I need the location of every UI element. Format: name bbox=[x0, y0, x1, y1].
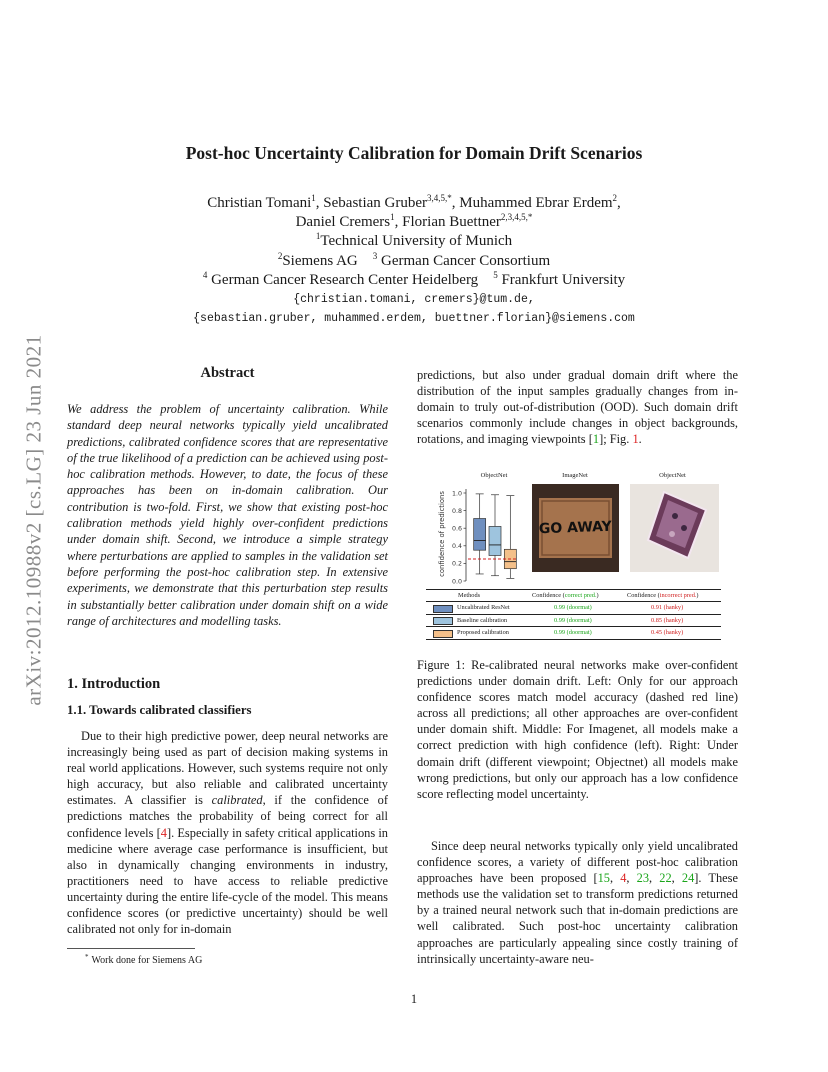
objectnet-hanky-image bbox=[630, 484, 719, 572]
intro-text: , if the confidence of predictions matches the probability of being correct for all confidence levels [ bbox=[67, 793, 388, 840]
intro-paragraph bbox=[67, 728, 388, 937]
table-header-row bbox=[426, 589, 721, 601]
arxiv-identifier-stamp bbox=[22, 285, 46, 755]
footnote bbox=[85, 953, 202, 966]
y-axis-label: confidence of predictions bbox=[438, 491, 446, 577]
author-name: , Florian Buettner bbox=[394, 214, 501, 231]
body-text: ]; Fig. bbox=[599, 432, 633, 447]
citation-link[interactable]: 23 bbox=[636, 871, 650, 886]
affiliation-sup: 4 bbox=[202, 269, 208, 280]
page-number: 1 bbox=[410, 992, 418, 1006]
email-line-1: {christian.tomani, cremers}@tum.de, bbox=[293, 293, 535, 307]
affiliation-name: German Cancer Research Center Heidelberg bbox=[207, 271, 479, 288]
footnote-mark: * bbox=[85, 953, 89, 961]
author-sup: 1 bbox=[311, 193, 316, 203]
y-tick-label: 0.8 bbox=[451, 507, 462, 515]
figure-confidence-table bbox=[426, 589, 721, 640]
y-tick-label: 0.4 bbox=[451, 543, 462, 551]
correct-confidence: 0.99 (doormat) bbox=[554, 616, 592, 624]
table-row bbox=[426, 601, 721, 613]
author-sep: , bbox=[617, 195, 621, 211]
affiliation-name: Frankfurt University bbox=[497, 271, 626, 288]
right-column-paragraph bbox=[417, 838, 738, 967]
author-sup: 3,4,5,* bbox=[427, 193, 452, 203]
author-line-1 bbox=[0, 194, 828, 213]
y-tick-label: 0.6 bbox=[451, 525, 462, 533]
method-name: Proposed calibration bbox=[457, 629, 509, 637]
citation-link[interactable]: 22 bbox=[659, 871, 672, 886]
body-text: predictions, but also under gradual domain drift where the distribution of the input samples gradually changes from in-domain to truly out-of-distribution (OOD). Such domain drift scenarios commonly include changes in object backgrounds, rotations, and imaging viewpoints [ bbox=[417, 368, 738, 447]
paper-title: Post-hoc Uncertainty Calibration for Domain Drift Scenarios bbox=[185, 143, 643, 163]
legend-swatch bbox=[433, 605, 453, 613]
figure-column-title: ObjectNet bbox=[659, 472, 686, 479]
intro-emphasis: calibrated bbox=[211, 793, 263, 808]
table-header-highlight: correct pred. bbox=[564, 592, 597, 599]
citation-link[interactable]: 4 bbox=[620, 871, 627, 886]
author-sup: 1 bbox=[390, 212, 395, 223]
method-name: Uncalibrated ResNet bbox=[457, 604, 510, 612]
footnote-rule bbox=[67, 948, 195, 949]
author-name: Christian Tomani bbox=[207, 195, 312, 211]
box-series bbox=[468, 494, 518, 578]
email-line-2: {sebastian.gruber, muhammed.erdem, buettner.florian}@siemens.com bbox=[193, 312, 635, 326]
figure-column-title: ObjectNet bbox=[480, 472, 508, 479]
table-row bbox=[426, 614, 721, 626]
hanky-dot bbox=[681, 525, 687, 531]
citation-sep: , bbox=[671, 871, 682, 886]
citation-sep: , bbox=[649, 871, 660, 886]
author-sup: 2,3,4,5,* bbox=[500, 212, 533, 223]
author-name: , Muhammed Ebrar Erdem bbox=[451, 195, 613, 211]
correct-confidence: 0.99 (doormat) bbox=[554, 629, 592, 637]
y-tick-label: 0.0 bbox=[451, 578, 462, 586]
right-column-paragraph bbox=[417, 367, 738, 447]
incorrect-confidence: 0.45 (hanky) bbox=[651, 629, 684, 637]
affiliation-name: Technical University of Munich bbox=[320, 233, 513, 250]
y-axis bbox=[452, 489, 466, 585]
citation-sep: , bbox=[609, 871, 621, 886]
method-name: Baseline calibration bbox=[457, 616, 508, 624]
affiliation-line-2 bbox=[0, 252, 828, 271]
box-2 bbox=[489, 526, 501, 555]
legend-swatch bbox=[433, 630, 453, 638]
citation-link[interactable]: 1 bbox=[592, 432, 600, 447]
intro-text: Due to their high predictive power, deep neural networks are increasingly being used as part of decision making systems in real world applications. However, such systems require not only high accuracy, but also reliable and calibrated uncertainty estimates. A classifier is bbox=[67, 729, 388, 808]
table-header bbox=[627, 592, 699, 599]
incorrect-confidence: 0.85 (hanky) bbox=[651, 616, 684, 624]
footnote-text: Work done for Siemens AG bbox=[91, 955, 203, 966]
table-header bbox=[532, 592, 599, 599]
affiliation-line-1 bbox=[0, 232, 828, 251]
box-1 bbox=[474, 519, 486, 551]
table-header-text: Confidence ( bbox=[532, 592, 565, 599]
figure-caption: Figure 1: Re-calibrated neural networks make over-confident predictions under domain drift. Left: Only for our approach confidence scores match model accuracy (dashed red line) across all predictions; all other approaches are over-confident under domain shift. Middle: For Imagenet, all models make a correct prediction with high confidence (left). Right: Under domain drift (different viewpoint; Objectnet) all models make wrong predictions, but only our approach has a low confidence score reflecting model uncertainty. bbox=[417, 658, 738, 801]
affiliation-sup: 2 bbox=[277, 250, 283, 261]
box-plot bbox=[426, 477, 522, 592]
figure-column-title: ImageNet bbox=[562, 472, 588, 479]
body-text: ]. These methods use the validation set to transform predictions returned by a trained neural network such that in-domain predictions are well calibrated. Such post-hoc uncertainty calibration approaches are particularly appealing since costly training of intrinsically uncertainty-aware neu- bbox=[417, 871, 738, 966]
subsection-heading: 1.1. Towards calibrated classifiers bbox=[67, 703, 252, 717]
legend-swatch bbox=[433, 617, 453, 625]
y-tick-label: 0.2 bbox=[451, 560, 462, 568]
hanky-dot bbox=[669, 531, 675, 537]
abstract-heading: Abstract bbox=[200, 365, 255, 381]
section-heading: 1. Introduction bbox=[67, 676, 161, 692]
author-name: Daniel Cremers bbox=[295, 214, 391, 231]
author-block bbox=[0, 194, 828, 328]
doormat-text: GO AWAY bbox=[538, 518, 613, 538]
figure-link[interactable]: 1 bbox=[632, 432, 639, 447]
table-header-text: ) bbox=[696, 592, 699, 599]
affiliation-sup: 5 bbox=[493, 269, 498, 280]
table-row bbox=[426, 626, 721, 639]
y-tick-label: 1.0 bbox=[451, 490, 462, 498]
table-header-text: ) bbox=[596, 592, 599, 599]
abstract-text: We address the problem of uncertainty calibration. While standard deep neural networks typically yield uncalibrated predictions, calibrated confidence scores that are representative of the true likelihood of a prediction can be achieved using post-hoc calibration methods. However, to date, the focus of these approaches has been on in-domain calibration. Our contribution is two-fold. First, we show that existing post-hoc calibration methods yield highly over-confident predictions under domain shift. Second, we introduce a simple strategy where perturbations are applied to samples in the validation set before performing the post-hoc calibration step. In extensive experiments, we demonstrate that this perturbation step results in substantially better calibration under domain shift on a wide range of architectures and modelling tasks. bbox=[67, 402, 388, 628]
table-header-text: Confidence ( bbox=[627, 592, 660, 599]
author-sup: 2 bbox=[612, 193, 618, 203]
correct-confidence: 0.99 (doormat) bbox=[554, 604, 592, 612]
table-header: Methods bbox=[458, 592, 481, 599]
arxiv-identifier-text: arXiv:2012.10988v2 [cs.LG] 23 Jun 2021 bbox=[21, 334, 46, 706]
citation-link[interactable]: 15 bbox=[597, 871, 610, 886]
intro-text: ]. Especially in safety critical applications in medicine where average case performance is insufficient, but also in dynamically changing environments in industry, practitioners need to have access to reliable predictive uncertainty during the entire life-cycle of the model. This means confidence scores (or predictive uncertainty) should be well calibrated not only for in-domain bbox=[67, 825, 389, 937]
affiliation-line-3 bbox=[0, 271, 828, 290]
body-text: Since deep neural networks typically only yield uncalibrated confidence scores, a variety of different post-hoc calibration approaches have been proposed [ bbox=[417, 839, 738, 886]
affiliation-name: German Cancer Consortium bbox=[377, 252, 551, 269]
citation-sep: , bbox=[626, 871, 637, 886]
body-text: . bbox=[638, 432, 642, 447]
affiliation-name: Siemens AG bbox=[282, 252, 358, 269]
affiliation-sup: 1 bbox=[315, 231, 321, 242]
incorrect-confidence: 0.91 (hanky) bbox=[651, 604, 684, 612]
citation-link[interactable]: 4 bbox=[160, 825, 167, 840]
imagenet-doormat-image bbox=[532, 484, 619, 572]
hanky-dot bbox=[672, 513, 678, 519]
author-line-2 bbox=[0, 213, 828, 232]
author-name: , Sebastian Gruber bbox=[315, 195, 428, 211]
citation-link[interactable]: 24 bbox=[681, 871, 695, 886]
table-header-highlight: incorrect pred. bbox=[659, 592, 697, 599]
figure-1 bbox=[426, 472, 721, 642]
affiliation-sup: 3 bbox=[372, 250, 378, 261]
